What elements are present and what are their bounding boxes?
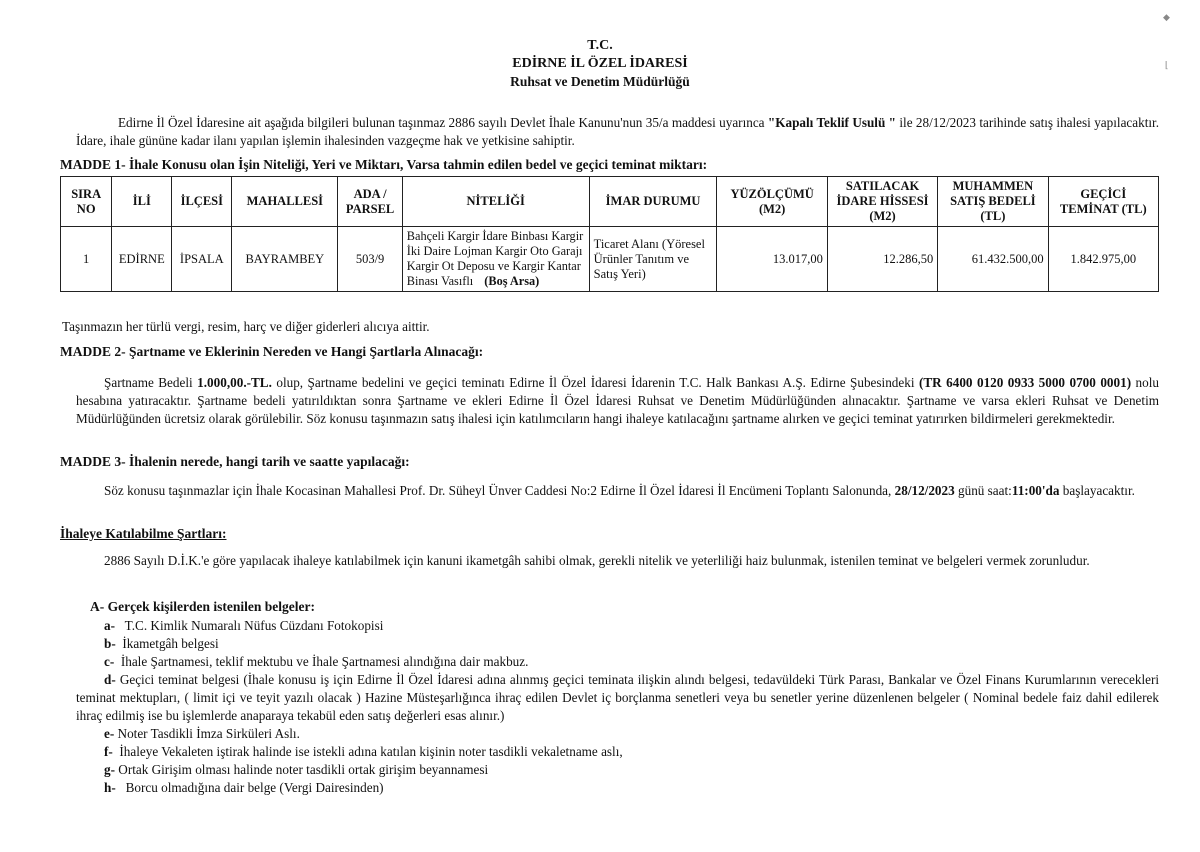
list-item: h- Borcu olmadığına dair belge (Vergi Dairesinden) <box>104 780 384 795</box>
cell-ada-parsel: 503/9 <box>338 227 402 292</box>
list-item: e- Noter Tasdikli İmza Sirküleri Aslı. <box>104 726 300 741</box>
cell-ili: EDİRNE <box>112 227 172 292</box>
header-department: Ruhsat ve Denetim Müdürlüğü <box>510 74 690 89</box>
list-item: c- İhale Şartnamesi, teklif mektubu ve İhale Şartnamesi alındığına dair makbuz. <box>104 654 529 669</box>
madde3-heading: MADDE 3- İhalenin nerede, hangi tarih ve saatte yapılacağı: <box>60 454 410 469</box>
scan-mark: ◆ <box>1163 12 1170 22</box>
madde1-heading: MADDE 1- İhale Konusu olan İşin Niteliği, Yeri ve Miktarı, Varsa tahmin edilen bedel ve geçici teminat miktarı: <box>60 157 708 172</box>
intro-paragraph: Edirne İl Özel İdaresine ait aşağıda bilgileri bulunan taşınmaz 2886 sayılı Devlet İhale Kanunu'nun 35/a maddesi uyarınca "Kapalı Teklif Usulü " ile 28/12/2023 tarihinde satış ihalesi yapılacaktır. İdare, ihale gününe kadar ilanı yapılan işlemin ihalesinden vazgeçme hak ve yetkisine sahiptir. <box>76 115 1160 148</box>
col-niteligi: NİTELİĞİ <box>402 177 589 227</box>
cell-sira: 1 <box>61 227 112 292</box>
katilim-paragraph: 2886 Sayılı D.İ.K.'e göre yapılacak ihaleye katılabilmek için kanuni ikametgâh sahibi olmak, gerekli nitelik ve yeterliliği haiz bulunmak, istenilen teminat ve belgeleri vermek zorunludur. <box>104 553 1090 568</box>
col-muhammen: MUHAMMEN SATIŞ BEDELİ (TL) <box>938 177 1048 227</box>
col-mahallesi: MAHALLESİ <box>232 177 338 227</box>
belgeler-heading: A- Gerçek kişilerden istenilen belgeler: <box>90 599 315 614</box>
list-item: g- Ortak Girişim olması halinde noter tasdikli ortak girişim beyannamesi <box>104 762 489 777</box>
col-sira: SIRA NO <box>61 177 112 227</box>
table-header-row <box>61 177 1159 227</box>
cell-ilcesi: İPSALA <box>172 227 232 292</box>
col-hisse: SATILACAK İDARE HİSSESİ (M2) <box>827 177 937 227</box>
scan-mark: ⌊ <box>1165 60 1169 70</box>
property-table <box>60 176 1159 292</box>
katilim-heading: İhaleye Katılabilme Şartları: <box>60 526 227 541</box>
col-ada-parsel: ADA / PARSEL <box>338 177 402 227</box>
col-ilcesi: İLÇESİ <box>172 177 232 227</box>
col-yuzolcumu: YÜZÖLÇÜMÜ (M2) <box>717 177 827 227</box>
list-item: b- İkametgâh belgesi <box>104 636 219 651</box>
madde2-paragraph: Şartname Bedeli 1.000,00.-TL. olup, Şartname bedelini ve geçici teminatı Edirne İl Özel İdaresi İdarenin T.C. Halk Bankası A.Ş. Edirne Şubesindeki (TR 6400 0120 0933 5000 0700 0001) nolu hesabına yatıracaktır. Şartname bedeli yatırıldıktan sonra Şartname ve ekleri Edirne İl Özel İdaresi Ruhsat ve Denetim Müdürlüğünden alınacaktır. Şartname ve varsa ekleri Ruhsat ve Denetim Müdürlüğünden ücretsiz olarak görülebilir. Söz konusu taşınmazın satış ihalesi için katılımcıların hangi ihaleye katılacağını şartname alırken ve geçici teminat yatırırken bildirmeleri gerekmektedir. <box>76 375 1159 426</box>
cell-yuzolcumu: 13.017,00 <box>717 227 827 292</box>
header-institution: EDİRNE İL ÖZEL İDARESİ <box>512 56 688 71</box>
cell-teminat: 1.842.975,00 <box>1048 227 1158 292</box>
madde1-note: Taşınmazın her türlü vergi, resim, harç ve diğer giderleri alıcıya aittir. <box>62 319 430 334</box>
cell-imar: Ticaret Alanı (Yöresel Ürünler Tanıtım ve Satış Yeri) <box>589 227 717 292</box>
madde3-paragraph: Söz konusu taşınmazlar için İhale Kocasinan Mahallesi Prof. Dr. Süheyl Ünver Caddesi No:2 Edirne İl Özel İdaresi İl Encümeni Toplantı Salonunda, 28/12/2023 günü saat:11:00'da başlayacaktır. <box>104 483 1135 498</box>
list-item: d- Geçici teminat belgesi (İhale konusu iş için Edirne İl Özel İdaresi adına alınmış geçici teminata ilişkin alındı belgesi, tedavüldeki Türk Parası, Bankalar ve Özel Finans Kurumlarının verecekleri teminat mektupları, ( limit içi ve teyit yazılı olacak ) Hazine Müsteşarlığınca ihraç edilen Devlet iç borçlanma senetleri veya bu senetler yerine düzenlenen belgeler ( Nominal bedele faiz dahil edilerek ihraç edilmiş ise bu işlemlerde anaparaya tekabül eden satış değerleri esas alınır.) <box>76 672 1160 723</box>
table-row <box>61 227 1159 292</box>
cell-muhammen: 61.432.500,00 <box>938 227 1048 292</box>
cell-niteligi: Bahçeli Kargir İdare Binbası Kargir İki Daire Lojman Kargir Oto Garajı Kargir Ot Deposu ve Kargir Kantar Binası Vasıflı (Boş Arsa) <box>402 227 589 292</box>
header-tc: T.C. <box>587 38 613 53</box>
col-teminat: GEÇİCİ TEMİNAT (TL) <box>1048 177 1158 227</box>
list-item: f- İhaleye Vekaleten iştirak halinde ise istekli adına katılan kişinin noter tasdikli vekaletname aslı, <box>104 744 623 759</box>
cell-hisse: 12.286,50 <box>827 227 937 292</box>
cell-mahallesi: BAYRAMBEY <box>232 227 338 292</box>
col-imar: İMAR DURUMU <box>589 177 717 227</box>
madde2-heading: MADDE 2- Şartname ve Eklerinin Nereden ve Hangi Şartlarla Alınacağı: <box>60 344 484 359</box>
col-ili: İLİ <box>112 177 172 227</box>
list-item: a- T.C. Kimlik Numaralı Nüfus Cüzdanı Fotokopisi <box>104 618 384 633</box>
